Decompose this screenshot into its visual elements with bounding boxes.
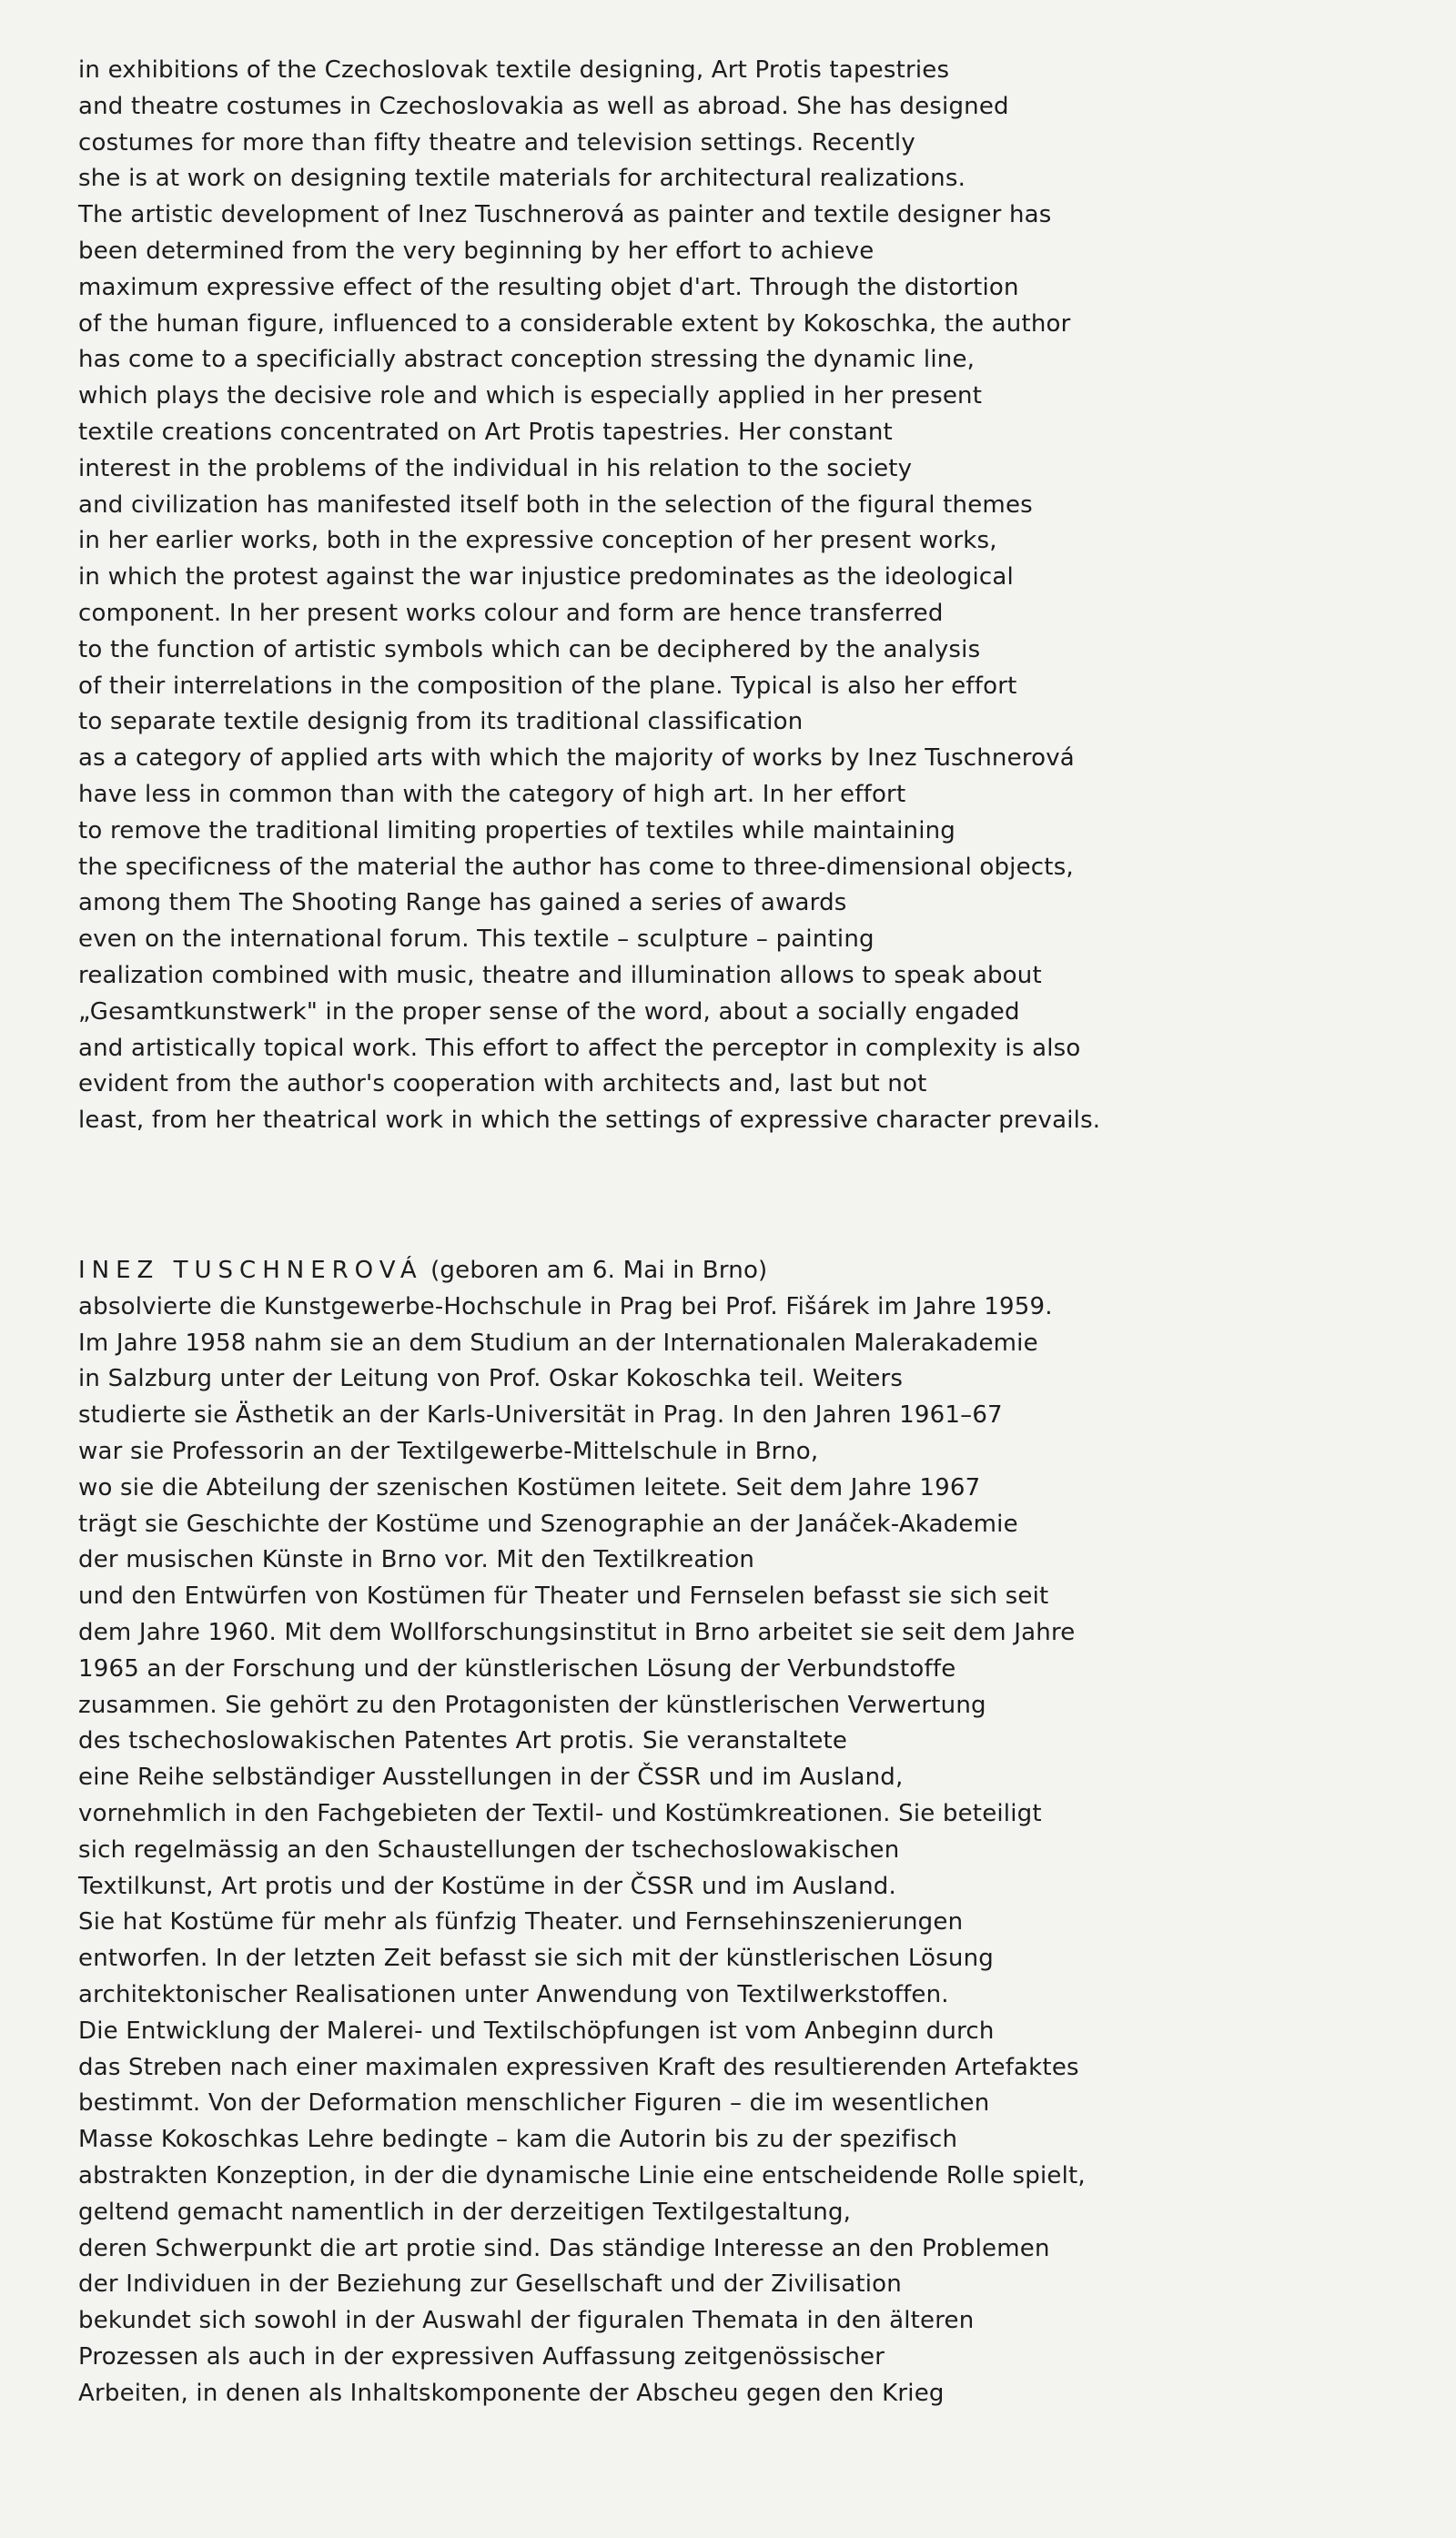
text-line: even on the international forum. This textile – sculpture – painting: [78, 925, 875, 954]
text-line: sich regelmässig an den Schaustellungen der tschechoslowakischen: [78, 1835, 900, 1864]
text-line: entworfen. In der letzten Zeit befasst sie sich mit der künstlerischen Lösung: [78, 1945, 994, 1973]
text-line: war sie Professorin an der Textilgewerbe-Mittelschule in Brno,: [78, 1437, 819, 1465]
text-line: der Individuen in der Beziehung zur Gesellschaft und der Zivilisation: [78, 2270, 902, 2299]
text-line: deren Schwerpunkt die art protie sind. Das ständige Interesse an den Problemen: [78, 2234, 1050, 2262]
text-line: she is at work on designing textile materials for architectural realizations.: [78, 165, 966, 193]
text-line: of the human figure, influenced to a considerable extent by Kokoschka, the author: [78, 309, 1071, 338]
text-line: Arbeiten, in denen als Inhaltskomponente der Abscheu gegen den Krieg: [78, 2379, 945, 2407]
text-line: The artistic development of Inez Tuschnerová as painter and textile designer has: [78, 201, 1052, 229]
text-line: has come to a specificially abstract conception stressing the dynamic line,: [78, 346, 976, 374]
text-line: „Gesamtkunstwerk" in the proper sense of the word, about a socially engaded: [78, 997, 1020, 1026]
text-line: realization combined with music, theatre and illumination allows to speak about: [78, 961, 1042, 989]
text-line: least, from her theatrical work in which the settings of expressive character prevails.: [78, 1107, 1101, 1135]
text-line: which plays the decisive role and which is especially applied in her present: [78, 382, 983, 410]
english-text-block: [78, 53, 1389, 1139]
text-line: der musischen Künste in Brno vor. Mit den Textilkreation: [78, 1546, 755, 1574]
text-line: bekundet sich sowohl in der Auswahl der figuralen Themata in den älteren: [78, 2307, 975, 2335]
text-line: have less in common than with the category of high art. In her effort: [78, 780, 906, 808]
text-line: to the function of artistic symbols which can be deciphered by the analysis: [78, 635, 981, 663]
text-line: to remove the traditional limiting properties of textiles while maintaining: [78, 816, 956, 844]
german-text-block: [78, 1253, 1389, 2412]
text-line: des tschechoslowakischen Patentes Art protis. Sie veranstaltete: [78, 1727, 848, 1755]
text-line: as a category of applied arts with which the majority of works by Inez Tuschnerová: [78, 744, 1075, 773]
text-line: Im Jahre 1958 nahm sie an dem Studium an der Internationalen Malerakademie: [78, 1329, 1038, 1357]
text-line: zusammen. Sie gehört zu den Protagonisten der künstlerischen Verwertung: [78, 1691, 986, 1719]
text-line: and civilization has manifested itself both in the selection of the figural themes: [78, 490, 1033, 519]
text-line: abstrakten Konzeption, in der die dynamische Linie eine entscheidende Rolle spielt,: [78, 2161, 1086, 2189]
text-line: trägt sie Geschichte der Kostüme und Szenographie an der Janáček-Akademie: [78, 1510, 1018, 1538]
text-line: wo sie die Abteilung der szenischen Kostümen leitete. Seit dem Jahre 1967: [78, 1473, 981, 1502]
birth-note: (geboren am 6. Mai in Brno): [422, 1257, 768, 1284]
text-line: Textilkunst, Art protis und der Kostüme in der ČSSR und im Ausland.: [78, 1872, 896, 1900]
author-name: INEZ TUSCHNEROVÁ: [78, 1257, 423, 1284]
text-line: in exhibitions of the Czechoslovak textile designing, Art Protis tapestries: [78, 56, 950, 84]
text-line: the specificness of the material the author has come to three-dimensional objects,: [78, 853, 1074, 881]
text-line: studierte sie Ästhetik an der Karls-Universität in Prag. In den Jahren 1961–67: [78, 1401, 1003, 1430]
text-line: costumes for more than fifty theatre and television settings. Recently: [78, 128, 915, 157]
text-line: been determined from the very beginning by her effort to achieve: [78, 237, 875, 265]
text-line: bestimmt. Von der Deformation menschlicher Figuren – die im wesentlichen: [78, 2089, 990, 2118]
text-line: in Salzburg unter der Leitung von Prof. Oskar Kokoschka teil. Weiters: [78, 1365, 904, 1393]
text-line: component. In her present works colour and form are hence transferred: [78, 599, 944, 627]
text-line: architektonischer Realisationen unter Anwendung von Textilwerkstoffen.: [78, 1980, 949, 2008]
heading-line: [78, 1253, 1389, 1289]
text-line: maximum expressive effect of the resulting objet d'art. Through the distortion: [78, 273, 1019, 301]
text-line: Sie hat Kostüme für mehr als fünfzig Theater. und Fernsehinszenierungen: [78, 1908, 964, 1936]
text-line: geltend gemacht namentlich in der derzeitigen Textilgestaltung,: [78, 2198, 852, 2226]
text-line: and artistically topical work. This effort to affect the perceptor in complexity is also: [78, 1034, 1081, 1062]
text-line: and theatre costumes in Czechoslovakia as well as abroad. She has designed: [78, 92, 1009, 120]
text-line: of their interrelations in the composition of the plane. Typical is also her effort: [78, 672, 1017, 700]
text-line: to separate textile designig from its traditional classification: [78, 708, 804, 736]
text-line: das Streben nach einer maximalen expressiven Kraft des resultierenden Artefaktes: [78, 2053, 1079, 2081]
text-line: und den Entwürfen von Kostümen für Theater und Fernselen befasst sie sich seit: [78, 1582, 1049, 1611]
text-line: vornehmlich in den Fachgebieten der Textil- und Kostümkreationen. Sie beteiligt: [78, 1799, 1042, 1827]
text-line: Die Entwicklung der Malerei- und Textilschöpfungen ist vom Anbeginn durch: [78, 2017, 995, 2045]
text-line: interest in the problems of the individual in his relation to the society: [78, 454, 913, 482]
text-line: dem Jahre 1960. Mit dem Wollforschungsinstitut in Brno arbeitet sie seit dem Jahre: [78, 1618, 1076, 1646]
text-line: textile creations concentrated on Art Protis tapestries. Her constant: [78, 418, 893, 446]
text-line: Prozessen als auch in der expressiven Auffassung zeitgenössischer: [78, 2342, 885, 2371]
text-line: 1965 an der Forschung und der künstlerischen Lösung der Verbundstoffe: [78, 1654, 956, 1683]
text-line: eine Reihe selbständiger Ausstellungen in der ČSSR und im Ausland,: [78, 1764, 904, 1792]
text-line: Masse Kokoschkas Lehre bedingte – kam die Autorin bis zu der spezifisch: [78, 2126, 958, 2154]
text-line: in which the protest against the war injustice predominates as the ideological: [78, 563, 1014, 592]
text-line: among them The Shooting Range has gained a series of awards: [78, 889, 847, 917]
text-line: in her earlier works, both in the expressive conception of her present works,: [78, 527, 997, 555]
text-line: absolvierte die Kunstgewerbe-Hochschule in Prag bei Prof. Fišárek im Jahre 1959.: [78, 1292, 1053, 1320]
text-line: evident from the author's cooperation with architects and, last but not: [78, 1070, 927, 1098]
